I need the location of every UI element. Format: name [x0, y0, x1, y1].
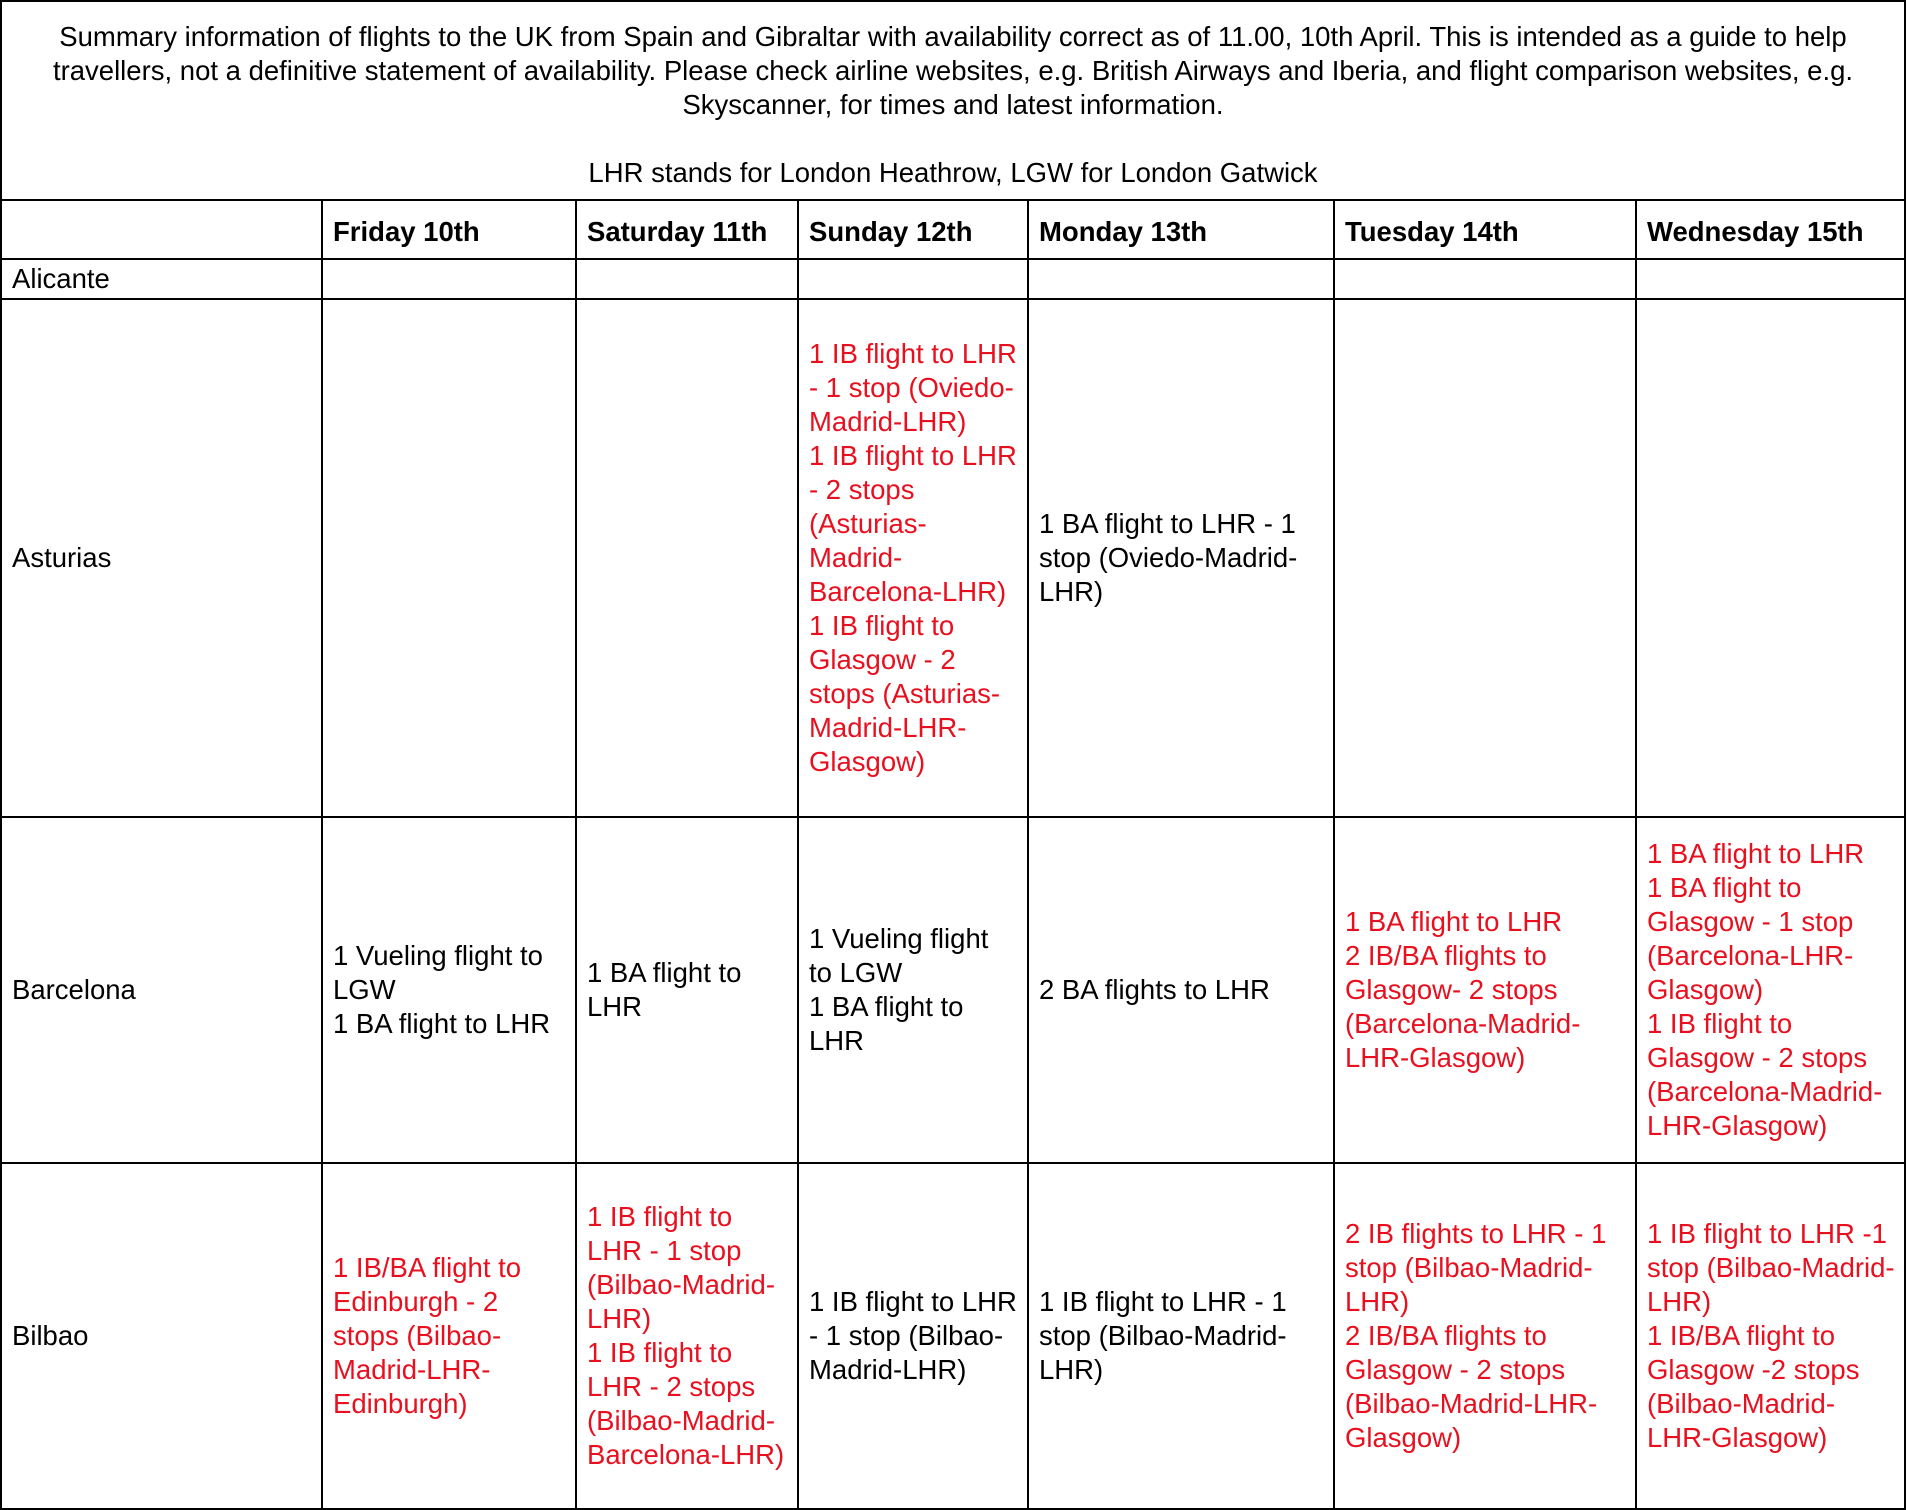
flights-table — [2, 201, 1906, 1510]
flight-entry: 1 BA flight to LHR — [1345, 906, 1563, 937]
cell-barcelona-monday — [1028, 817, 1334, 1163]
summary-text: Summary information of flights to the UK from Spain and Gibraltar with availability correct as of 11.00, 10th April. This is intended as a guide to help travellers, not a definitive statement of availability. Please check airline websites, e.g. British Airways and Iberia, and flight comparison websites, e.g. Skyscanner, for times and latest information. — [52, 21, 1854, 120]
row-label-asturias: Asturias — [2, 299, 322, 817]
cell-asturias-saturday — [576, 299, 798, 817]
flight-entry: 1 Vueling flight to LGW — [333, 940, 543, 1005]
flight-entry: 2 IB flights to LHR - 1 stop (Bilbao-Madrid-LHR) — [1345, 1218, 1607, 1317]
cell-alicante-saturday — [576, 259, 798, 299]
cell-asturias-monday — [1028, 299, 1334, 817]
flight-entry: 1 IB flight to LHR - 1 stop (Bilbao-Madrid-LHR) — [587, 1201, 775, 1334]
flight-entry: 1 IB flight to LHR - 1 stop (Bilbao-Madrid-LHR) — [809, 1286, 1017, 1385]
column-header-monday: Monday 13th — [1028, 201, 1334, 259]
row-label-barcelona: Barcelona — [2, 817, 322, 1163]
column-header-friday: Friday 10th — [322, 201, 576, 259]
column-header-sunday: Sunday 12th — [798, 201, 1028, 259]
cell-asturias-tuesday — [1334, 299, 1636, 817]
flight-entry: 1 IB/BA flight to Edinburgh - 2 stops (Bilbao-Madrid-LHR-Edinburgh) — [333, 1252, 522, 1419]
table-row-asturias — [2, 299, 1906, 817]
column-header-tuesday: Tuesday 14th — [1334, 201, 1636, 259]
flight-entry: 1 IB/BA flight to Glasgow -2 stops (Bilbao-Madrid-LHR-Glasgow) — [1647, 1320, 1860, 1453]
table-row-alicante — [2, 259, 1906, 299]
flight-entry: 2 IB/BA flights to Glasgow- 2 stops (Barcelona-Madrid-LHR-Glasgow) — [1345, 940, 1581, 1073]
flight-entry: 1 BA flight to LHR — [587, 957, 742, 1022]
cell-alicante-wednesday — [1636, 259, 1906, 299]
column-header-wednesday: Wednesday 15th — [1636, 201, 1906, 259]
flight-entry: 2 IB/BA flights to Glasgow - 2 stops (Bilbao-Madrid-LHR-Glasgow) — [1345, 1320, 1598, 1453]
cell-bilbao-wednesday — [1636, 1163, 1906, 1509]
flight-entry: 1 IB flight to LHR -1 stop (Bilbao-Madrid-LHR) — [1647, 1218, 1895, 1317]
table-row-barcelona — [2, 817, 1906, 1163]
cell-asturias-wednesday — [1636, 299, 1906, 817]
flight-entry: 1 BA flight to LHR — [333, 1008, 551, 1039]
row-label-bilbao: Bilbao — [2, 1163, 322, 1509]
cell-alicante-friday — [322, 259, 576, 299]
flight-entry: 1 IB flight to Glasgow - 2 stops (Asturias-Madrid-LHR-Glasgow) — [809, 610, 1001, 777]
row-label-alicante: Alicante — [2, 259, 322, 299]
flight-entry: 2 BA flights to LHR — [1039, 974, 1270, 1005]
cell-alicante-sunday — [798, 259, 1028, 299]
cell-barcelona-sunday — [798, 817, 1028, 1163]
cell-bilbao-friday — [322, 1163, 576, 1509]
summary-header — [2, 2, 1904, 201]
flight-entry: 1 BA flight to LHR — [809, 991, 964, 1056]
cell-alicante-monday — [1028, 259, 1334, 299]
flight-entry: 1 IB flight to Glasgow - 2 stops (Barcelona-Madrid-LHR-Glasgow) — [1647, 1008, 1883, 1141]
flight-entry: 1 IB flight to LHR - 2 stops (Bilbao-Madrid-Barcelona-LHR) — [587, 1337, 785, 1470]
cell-bilbao-monday — [1028, 1163, 1334, 1509]
cell-barcelona-wednesday — [1636, 817, 1906, 1163]
column-header-saturday: Saturday 11th — [576, 201, 798, 259]
flight-entry: 1 BA flight to Glasgow - 1 stop (Barcelona-LHR-Glasgow) — [1647, 872, 1854, 1005]
cell-bilbao-sunday — [798, 1163, 1028, 1509]
abbreviation-note: LHR stands for London Heathrow, LGW for London Gatwick — [588, 157, 1318, 188]
flight-entry: 1 BA flight to LHR — [1647, 838, 1865, 869]
table-body — [2, 259, 1906, 1509]
flight-entry: 1 Vueling flight to LGW — [809, 923, 989, 988]
cell-bilbao-saturday — [576, 1163, 798, 1509]
flight-entry: 1 IB flight to LHR - 2 stops (Asturias-Madrid-Barcelona-LHR) — [809, 440, 1017, 607]
cell-barcelona-friday — [322, 817, 576, 1163]
column-header-city — [2, 201, 322, 259]
cell-alicante-tuesday — [1334, 259, 1636, 299]
cell-asturias-sunday — [798, 299, 1028, 817]
cell-asturias-friday — [322, 299, 576, 817]
flight-entry: 1 IB flight to LHR - 1 stop (Bilbao-Madrid-LHR) — [1039, 1286, 1287, 1385]
cell-barcelona-saturday — [576, 817, 798, 1163]
cell-bilbao-tuesday — [1334, 1163, 1636, 1509]
cell-barcelona-tuesday — [1334, 817, 1636, 1163]
flight-entry: 1 IB flight to LHR - 1 stop (Oviedo-Madrid-LHR) — [809, 338, 1017, 437]
flight-entry: 1 BA flight to LHR - 1 stop (Oviedo-Madrid-LHR) — [1039, 508, 1298, 607]
table-header-row — [2, 201, 1906, 259]
table-row-bilbao — [2, 1163, 1906, 1509]
